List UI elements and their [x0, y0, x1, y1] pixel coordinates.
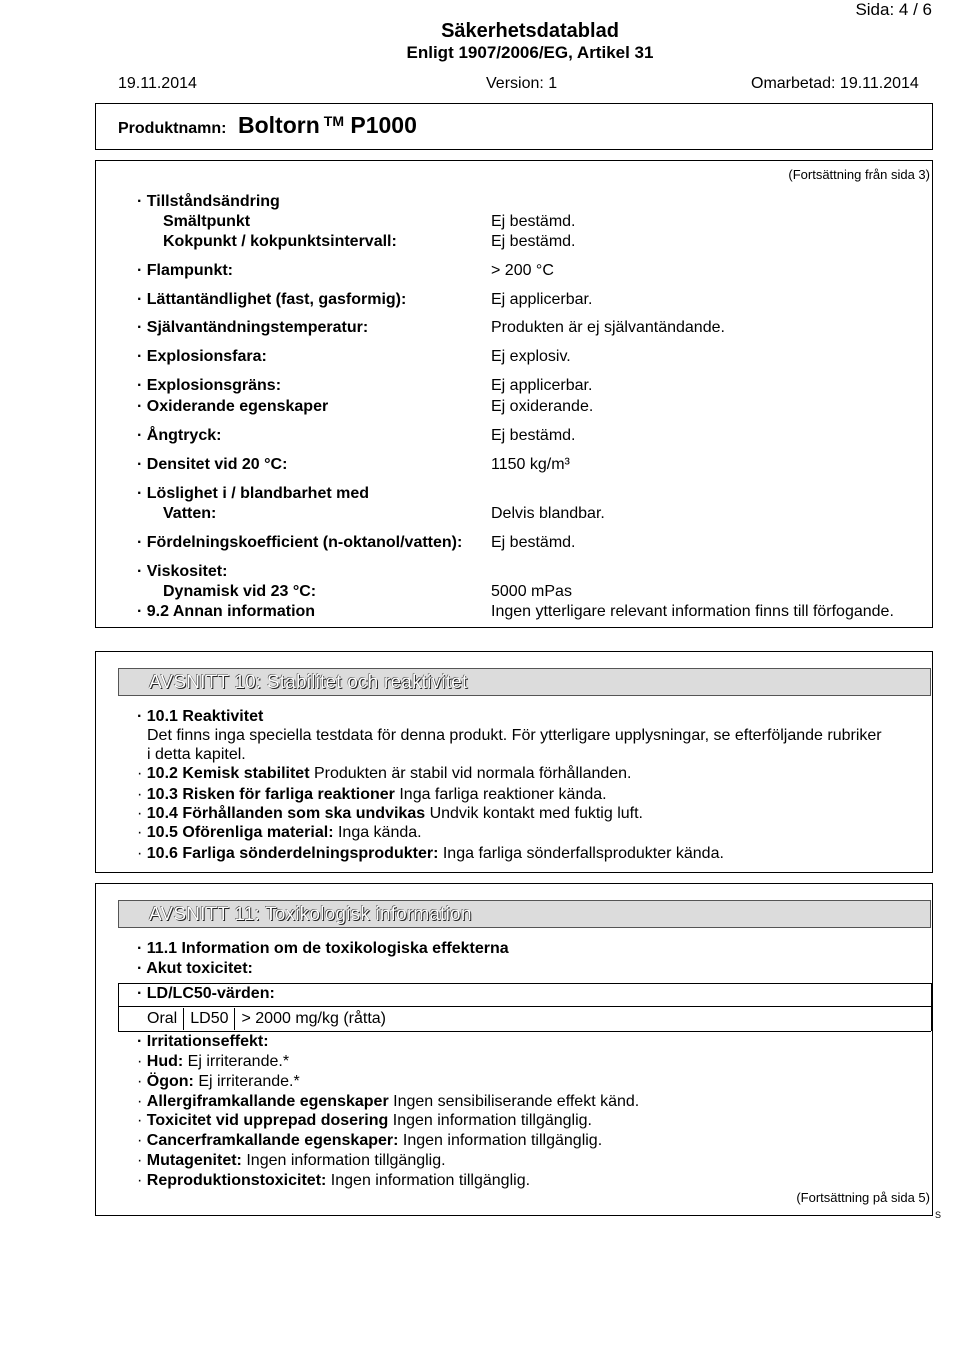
continued-to: (Fortsättning på sida 5) [796, 1190, 930, 1205]
route-cell: Oral [147, 1010, 178, 1027]
table-row [118, 1008, 392, 1030]
list-item: · Mutagenitet: Ingen information tillgänglig. [137, 1152, 446, 1169]
item-title: Mutagenitet: [146, 1152, 242, 1169]
type-cell: LD50 [184, 1008, 235, 1030]
irritation-title-text: Irritationseffekt: [146, 1033, 269, 1050]
row-value: Ej oxiderande. [491, 398, 594, 415]
row-label: · Tillståndsändring [137, 193, 280, 210]
item-title: 10.2 Kemisk stabilitet [146, 765, 310, 782]
row-value: Ej applicerbar. [491, 377, 593, 394]
list-item: · Allergiframkallande egenskaper Ingen sensibiliserande effekt känd. [137, 1093, 640, 1110]
row-label: · Lättantändlighet (fast, gasformig): [137, 291, 407, 308]
row-value: Ej applicerbar. [491, 291, 593, 308]
item-title: Hud: [146, 1053, 184, 1070]
row-value: Ej bestämd. [491, 233, 576, 250]
item-text: Produkten är stabil vid normala förhållanden. [313, 765, 632, 782]
irritation-title: · Irritationseffekt: [137, 1033, 269, 1050]
acute-toxicity-text: Akut toxicitet: [146, 960, 253, 977]
tox-info-title-text: 11.1 Information om de toxikologiska effekterna [146, 940, 509, 957]
item-text: Ingen sensibiliserande effekt känd. [393, 1093, 640, 1110]
item-text: Undvik kontakt med fuktig luft. [429, 805, 643, 822]
item-text: Ingen information tillgänglig. [402, 1132, 603, 1149]
issue-date: 19.11.2014 [118, 75, 197, 92]
item-text: Inga farliga sönderfallsprodukter kända. [442, 845, 724, 862]
version: Version: 1 [486, 75, 558, 92]
acute-toxicity: · Akut toxicitet: [137, 960, 253, 977]
ld-title-text: LD/LC50-värden: [146, 985, 275, 1002]
item-title: Ögon: [146, 1073, 194, 1090]
row-value: Delvis blandbar. [491, 505, 605, 522]
item-title: 10.4 Förhållanden som ska undvikas [146, 805, 426, 822]
ld-title: · LD/LC50-värden: [137, 985, 275, 1002]
item-text: Inga farliga reaktioner kända. [399, 786, 607, 803]
reactivity-text-cont: i detta kapitel. [147, 746, 246, 763]
ld-table-right-line [931, 983, 932, 1031]
item-title: 10.3 Risken för farliga reaktioner [146, 786, 395, 803]
row-label: · Explosionsgräns: [137, 377, 282, 394]
section11-heading-text: AVSNITT 11: Toxikologisk information [149, 904, 472, 925]
row-label: Smältpunkt [163, 213, 251, 230]
ld-table-top-line [118, 983, 931, 984]
item-text: Ej irriterande.* [187, 1053, 290, 1070]
value-cell: > 2000 mg/kg (råtta) [235, 1008, 392, 1030]
tox-info-title: · 11.1 Information om de toxikologiska effekterna [137, 940, 509, 957]
item-text: Ingen information tillgänglig. [246, 1152, 446, 1169]
ld50-table [118, 1008, 392, 1030]
item-title: Allergiframkallande egenskaper [146, 1093, 389, 1110]
row-value: 5000 mPas [491, 583, 572, 600]
row-value: > 200 °C [491, 262, 554, 279]
row-label: · Flampunkt: [137, 262, 233, 279]
item-title: 10.6 Farliga sönderdelningsprodukter: [146, 845, 439, 862]
row-label: · Viskositet: [137, 563, 228, 580]
reactivity-title: · 10.1 Reaktivitet [137, 708, 264, 725]
section10-heading [118, 668, 931, 696]
list-item: · Hud: Ej irriterande.* [137, 1053, 290, 1070]
row-label: · 9.2 Annan information [137, 603, 316, 620]
item-text: Ej irriterande.* [198, 1073, 300, 1090]
product-label: Produktnamn: [118, 120, 227, 137]
row-label: · Självantändningstemperatur: [137, 319, 369, 336]
row-value: Ej bestämd. [491, 534, 576, 551]
section11-heading [118, 900, 931, 928]
reactivity-text: Det finns inga speciella testdata för denna produkt. För ytterligare upplysningar, se efterföljande rubriker [147, 727, 882, 744]
item-title: 10.5 Oförenliga material: [146, 824, 334, 841]
list-item: · 10.5 Oförenliga material: Inga kända. [137, 824, 422, 841]
row-label: · Löslighet i / blandbarhet med [137, 485, 370, 502]
row-label: · Fördelningskoefficient (n-oktanol/vatten): [137, 534, 463, 551]
trademark: TM [323, 113, 344, 129]
product-code: P1000 [350, 112, 417, 138]
list-item: · 10.2 Kemisk stabilitet Produkten är stabil vid normala förhållanden. [137, 765, 632, 782]
list-item: · 10.6 Farliga sönderdelningsprodukter: Inga farliga sönderfallsprodukter kända. [137, 845, 724, 862]
item-title: Cancerframkallande egenskaper: [146, 1132, 399, 1149]
row-label: Kokpunkt / kokpunktsintervall: [163, 233, 397, 250]
ld-table-bottom-line [118, 1031, 931, 1032]
item-title: Toxicitet vid upprepad dosering [146, 1112, 389, 1129]
reactivity-title-text: 10.1 Reaktivitet [146, 708, 264, 725]
document-title: Säkerhetsdatablad [441, 20, 619, 42]
row-value: Ej bestämd. [491, 213, 576, 230]
list-item: · Cancerframkallande egenskaper: Ingen information tillgänglig. [137, 1132, 603, 1149]
item-text: Ingen information tillgänglig. [330, 1172, 531, 1189]
product-name [238, 112, 417, 139]
ld-table-mid-line [118, 1006, 931, 1007]
row-label: Vatten: [163, 505, 217, 522]
row-value: Ingen ytterligare relevant information finns till förfogande. [491, 603, 894, 620]
row-label: Dynamisk vid 23 °C: [163, 583, 317, 600]
regulation: Enligt 1907/2006/EG, Artikel 31 [406, 43, 654, 62]
row-value: Ej bestämd. [491, 427, 576, 444]
row-label: · Densitet vid 20 °C: [137, 456, 288, 473]
row-label: · Oxiderande egenskaper [137, 398, 329, 415]
row-label: · Explosionsfara: [137, 348, 267, 365]
list-item: · 10.3 Risken för farliga reaktioner Inga farliga reaktioner kända. [137, 786, 607, 803]
list-item: · Ögon: Ej irriterande.* [137, 1073, 300, 1090]
row-value: Produkten är ej självantändande. [491, 319, 725, 336]
product-brand: Boltorn [238, 112, 320, 138]
list-item: · Toxicitet vid upprepad dosering Ingen information tillgänglig. [137, 1112, 592, 1129]
list-item: · 10.4 Förhållanden som ska undvikas Undvik kontakt med fuktig luft. [137, 805, 643, 822]
section10-heading-text: AVSNITT 10: Stabilitet och reaktivitet [149, 672, 468, 693]
row-label: · Ångtryck: [137, 427, 222, 444]
row-value: 1150 kg/m³ [491, 456, 570, 473]
item-title: Reproduktionstoxicitet: [146, 1172, 327, 1189]
page-number: Sida: 4 / 6 [855, 0, 932, 19]
continued-from: (Fortsättning från sida 3) [788, 167, 930, 182]
item-text: Inga kända. [337, 824, 422, 841]
footer-mark: S [935, 1210, 942, 1220]
row-value: Ej explosiv. [491, 348, 571, 365]
list-item: · Reproduktionstoxicitet: Ingen information tillgänglig. [137, 1172, 531, 1189]
item-text: Ingen information tillgänglig. [392, 1112, 592, 1129]
revised-date: Omarbetad: 19.11.2014 [751, 75, 919, 92]
